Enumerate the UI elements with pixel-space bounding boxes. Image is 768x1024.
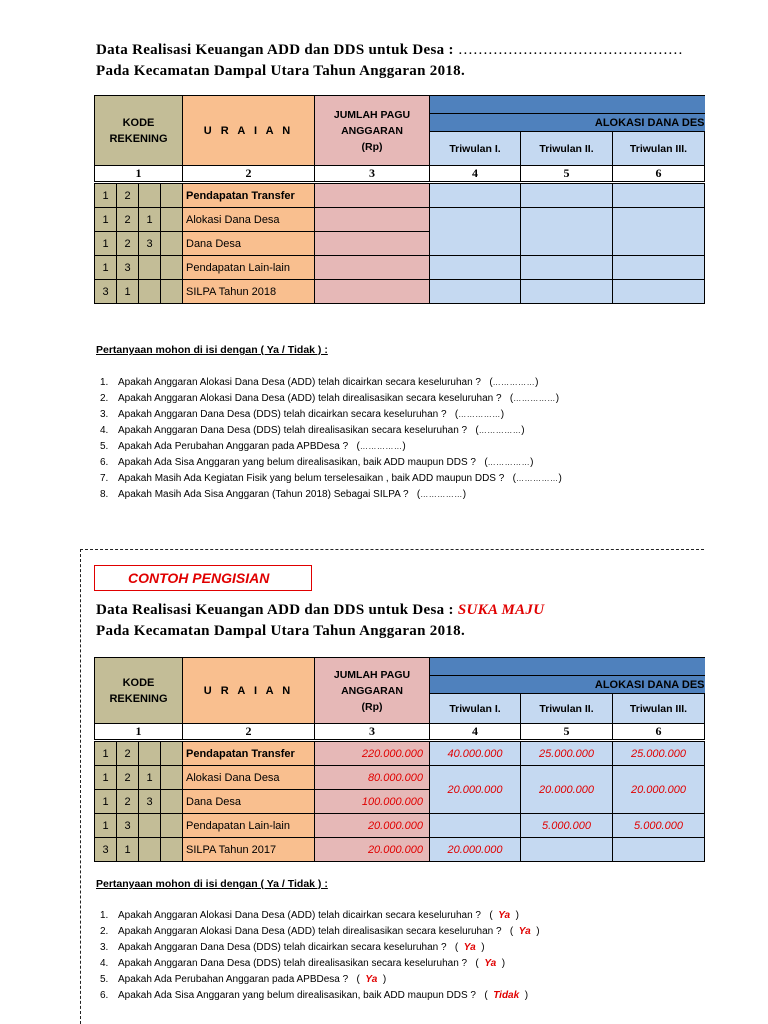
- kode-cell: 1: [95, 256, 117, 280]
- pagu-cell[interactable]: [315, 208, 430, 232]
- kode-cell: 2: [117, 232, 139, 256]
- triwulan-1-cell[interactable]: 40.000.000: [430, 741, 521, 766]
- answer-blank[interactable]: ……………: [513, 394, 556, 403]
- contoh-pengisian-label: CONTOH PENGISIAN: [94, 565, 312, 591]
- header-triwulan-1: Triwulan I.: [430, 694, 521, 724]
- questions-list-example: [100, 908, 540, 1004]
- kode-cell: [161, 183, 183, 208]
- list-item: 2. Apakah Anggaran Alokasi Dana Desa (ADD) telah direalisasikan secara keseluruhan ? ( Ya ): [100, 926, 540, 937]
- kode-cell: 1: [95, 790, 117, 814]
- triwulan-2-merged-cell[interactable]: 20.000.000: [521, 766, 613, 814]
- answer-blank[interactable]: ……………: [420, 490, 463, 499]
- header-triwulan-2: Triwulan II.: [521, 694, 613, 724]
- kode-cell: 3: [95, 838, 117, 862]
- answer-blank[interactable]: ……………: [458, 410, 501, 419]
- kode-cell: [161, 208, 183, 232]
- list-item: 6. Apakah Ada Sisa Anggaran yang belum direalisasikan, baik ADD maupun DDS ? (……………): [100, 457, 534, 468]
- list-item: 6. Apakah Ada Sisa Anggaran yang belum direalisasikan, baik ADD maupun DDS ? ( Tidak ): [100, 990, 529, 1001]
- uraian-cell: Pendapatan Lain-lain: [183, 814, 315, 838]
- form-title-line1: [96, 42, 683, 59]
- list-item: 7. Apakah Masih Ada Kegiatan Fisik yang belum terselesaikan , baik ADD maupun DDS ? (……………): [100, 473, 562, 484]
- answer-blank[interactable]: ……………: [487, 458, 531, 467]
- uraian-cell: Dana Desa: [183, 790, 315, 814]
- triwulan-3-merged-cell[interactable]: [613, 208, 705, 256]
- triwulan-3-merged-cell[interactable]: 20.000.000: [613, 766, 705, 814]
- pagu-cell[interactable]: 20.000.000: [315, 814, 430, 838]
- triwulan-1-merged-cell[interactable]: [430, 208, 521, 256]
- questions-heading: Pertanyaan mohon di isi dengan ( Ya / Tidak ) :: [96, 344, 328, 356]
- triwulan-3-cell[interactable]: 25.000.000: [613, 741, 705, 766]
- header-jumlah-pagu: JUMLAH PAGU ANGGARAN (Rp): [315, 658, 430, 724]
- table-row: [95, 183, 705, 208]
- table-row: [95, 766, 705, 790]
- triwulan-1-cell[interactable]: [430, 814, 521, 838]
- col-number: 5: [521, 166, 613, 183]
- answer-blank[interactable]: ……………: [359, 442, 403, 451]
- list-item: 5. Apakah Ada Perubahan Anggaran pada APBDesa ? (……………): [100, 441, 406, 452]
- col-number: 6: [613, 724, 705, 741]
- answer-value: Ya: [518, 926, 531, 937]
- table-row: [95, 208, 705, 232]
- triwulan-2-cell[interactable]: 25.000.000: [521, 741, 613, 766]
- table-row: [95, 814, 705, 838]
- uraian-cell: SILPA Tahun 2017: [183, 838, 315, 862]
- kode-cell: 1: [95, 766, 117, 790]
- triwulan-1-cell[interactable]: [430, 183, 521, 208]
- list-item: 5. Apakah Ada Perubahan Anggaran pada APBDesa ? ( Ya ): [100, 974, 387, 985]
- kode-cell: [139, 741, 161, 766]
- answer-blank[interactable]: ……………: [478, 426, 522, 435]
- kode-cell: 1: [117, 280, 139, 304]
- realisasi-table-example: [94, 657, 705, 862]
- kode-cell: [139, 814, 161, 838]
- cut-line-horizontal: [80, 549, 704, 550]
- example-title-line1: [96, 602, 544, 619]
- list-item: 8. Apakah Masih Ada Sisa Anggaran (Tahun 2018) Sebagai SILPA ? (……………): [100, 489, 467, 500]
- col-number: 3: [315, 724, 430, 741]
- list-item: 1. Apakah Anggaran Alokasi Dana Desa (ADD) telah dicairkan secara keseluruhan ? ( Ya ): [100, 910, 519, 921]
- col-number: 6: [613, 166, 705, 183]
- kode-cell: 2: [117, 183, 139, 208]
- answer-value: Ya: [365, 974, 378, 985]
- column-number-row: [95, 724, 705, 741]
- header-kode-rekening: KODE REKENING: [95, 96, 183, 166]
- col-number: 3: [315, 166, 430, 183]
- kode-cell: [161, 814, 183, 838]
- header-alokasi-dana-desa: ALOKASI DANA DES: [430, 676, 705, 694]
- kode-cell: 3: [139, 790, 161, 814]
- uraian-cell: Alokasi Dana Desa: [183, 208, 315, 232]
- table-row: [95, 256, 705, 280]
- kode-cell: 3: [117, 814, 139, 838]
- uraian-cell: Pendapatan Transfer: [183, 183, 315, 208]
- pagu-cell[interactable]: [315, 232, 430, 256]
- triwulan-2-cell[interactable]: [521, 838, 613, 862]
- col-number: 4: [430, 724, 521, 741]
- header-alokasi-dana-desa: ALOKASI DANA DES: [430, 114, 705, 132]
- header-uraian: U R A I A N: [183, 96, 315, 166]
- kode-cell: [161, 766, 183, 790]
- table-row: [95, 741, 705, 766]
- header-triwulan-3: Triwulan III.: [613, 132, 705, 166]
- pagu-cell[interactable]: [315, 256, 430, 280]
- triwulan-2-cell[interactable]: [521, 256, 613, 280]
- kode-cell: [139, 280, 161, 304]
- kode-cell: [161, 232, 183, 256]
- column-number-row: [95, 166, 705, 183]
- form-title-line2: Pada Kecamatan Dampal Utara Tahun Anggaran 2018.: [96, 63, 466, 79]
- uraian-cell: Pendapatan Lain-lain: [183, 256, 315, 280]
- uraian-cell: Dana Desa: [183, 232, 315, 256]
- kode-cell: [139, 256, 161, 280]
- kode-cell: 1: [95, 814, 117, 838]
- uraian-cell: Pendapatan Transfer: [183, 741, 315, 766]
- answer-value: Tidak: [493, 990, 520, 1001]
- kode-cell: 1: [117, 838, 139, 862]
- kode-cell: 2: [117, 208, 139, 232]
- kode-cell: 3: [95, 280, 117, 304]
- kode-cell: 2: [117, 766, 139, 790]
- triwulan-3-cell[interactable]: [613, 256, 705, 280]
- list-item: 4. Apakah Anggaran Dana Desa (DDS) telah direalisasikan secara keseluruhan ? ( Ya ): [100, 958, 506, 969]
- realisasi-table-blank: [94, 95, 705, 304]
- kode-cell: 3: [117, 256, 139, 280]
- triwulan-3-cell[interactable]: [613, 183, 705, 208]
- triwulan-2-cell[interactable]: 5.000.000: [521, 814, 613, 838]
- answer-blank[interactable]: ……………: [516, 474, 559, 483]
- header-kode-rekening: KODE REKENING: [95, 658, 183, 724]
- triwulan-2-merged-cell[interactable]: [521, 208, 613, 256]
- header-triwulan-3: Triwulan III.: [613, 694, 705, 724]
- questions-heading-example: Pertanyaan mohon di isi dengan ( Ya / Tidak ) :: [96, 878, 328, 890]
- pagu-cell[interactable]: [315, 183, 430, 208]
- questions-list-blank: [100, 375, 562, 503]
- answer-value: Ya: [498, 910, 511, 921]
- kode-cell: 2: [117, 741, 139, 766]
- kode-cell: 1: [95, 208, 117, 232]
- answer-value: Ya: [484, 958, 497, 969]
- triwulan-3-cell[interactable]: [613, 280, 705, 304]
- list-item: 2. Apakah Anggaran Alokasi Dana Desa (ADD) telah direalisasikan secara keseluruhan ? (……………): [100, 393, 560, 404]
- header-blue-band: [430, 658, 705, 676]
- kode-cell: 2: [117, 790, 139, 814]
- col-number: 1: [95, 724, 183, 741]
- pagu-cell[interactable]: 100.000.000: [315, 790, 430, 814]
- header-jumlah-pagu: JUMLAH PAGU ANGGARAN (Rp): [315, 96, 430, 166]
- answer-blank[interactable]: ……………: [492, 378, 536, 387]
- kode-cell: 1: [139, 766, 161, 790]
- desa-example-value: SUKA MAJU: [457, 602, 545, 618]
- list-item: 3. Apakah Anggaran Dana Desa (DDS) telah dicairkan secara keseluruhan ? (……………): [100, 409, 505, 420]
- list-item: 3. Apakah Anggaran Dana Desa (DDS) telah dicairkan secara keseluruhan ? ( Ya ): [100, 942, 485, 953]
- kode-cell: [161, 256, 183, 280]
- triwulan-3-cell[interactable]: 5.000.000: [613, 814, 705, 838]
- list-item: 1. Apakah Anggaran Alokasi Dana Desa (ADD) telah dicairkan secara keseluruhan ? (……………): [100, 377, 539, 388]
- header-blue-band: [430, 96, 705, 114]
- triwulan-1-cell[interactable]: [430, 256, 521, 280]
- kode-cell: [139, 183, 161, 208]
- col-number: 2: [183, 166, 315, 183]
- kode-cell: [139, 838, 161, 862]
- desa-blank: ………………………………………: [457, 42, 683, 58]
- header-triwulan-2: Triwulan II.: [521, 132, 613, 166]
- col-number: 1: [95, 166, 183, 183]
- kode-cell: 1: [95, 183, 117, 208]
- title-prefix: Data Realisasi Keuangan ADD dan DDS untuk Desa :: [96, 602, 454, 618]
- col-number: 5: [521, 724, 613, 741]
- table-row: [95, 838, 705, 862]
- example-title-line2: Pada Kecamatan Dampal Utara Tahun Anggaran 2018.: [96, 623, 466, 639]
- kode-cell: [161, 838, 183, 862]
- pagu-cell[interactable]: 220.000.000: [315, 741, 430, 766]
- pagu-cell[interactable]: 20.000.000: [315, 838, 430, 862]
- col-number: 2: [183, 724, 315, 741]
- kode-cell: [161, 280, 183, 304]
- title-prefix: Data Realisasi Keuangan ADD dan DDS untuk Desa :: [96, 42, 454, 58]
- cut-line-vertical: [80, 549, 81, 1024]
- kode-cell: 1: [139, 208, 161, 232]
- kode-cell: 1: [95, 232, 117, 256]
- triwulan-2-cell[interactable]: [521, 183, 613, 208]
- kode-cell: [161, 741, 183, 766]
- table-row: [95, 280, 705, 304]
- triwulan-3-cell[interactable]: [613, 838, 705, 862]
- triwulan-1-cell[interactable]: [430, 280, 521, 304]
- list-item: 4. Apakah Anggaran Dana Desa (DDS) telah direalisasikan secara keseluruhan ? (……………): [100, 425, 525, 436]
- col-number: 4: [430, 166, 521, 183]
- kode-cell: [161, 790, 183, 814]
- pagu-cell[interactable]: 80.000.000: [315, 766, 430, 790]
- triwulan-2-cell[interactable]: [521, 280, 613, 304]
- kode-cell: 3: [139, 232, 161, 256]
- pagu-cell[interactable]: [315, 280, 430, 304]
- header-uraian: U R A I A N: [183, 658, 315, 724]
- uraian-cell: SILPA Tahun 2018: [183, 280, 315, 304]
- uraian-cell: Alokasi Dana Desa: [183, 766, 315, 790]
- triwulan-1-cell[interactable]: 20.000.000: [430, 838, 521, 862]
- answer-value: Ya: [463, 942, 476, 953]
- triwulan-1-merged-cell[interactable]: 20.000.000: [430, 766, 521, 814]
- kode-cell: 1: [95, 741, 117, 766]
- header-triwulan-1: Triwulan I.: [430, 132, 521, 166]
